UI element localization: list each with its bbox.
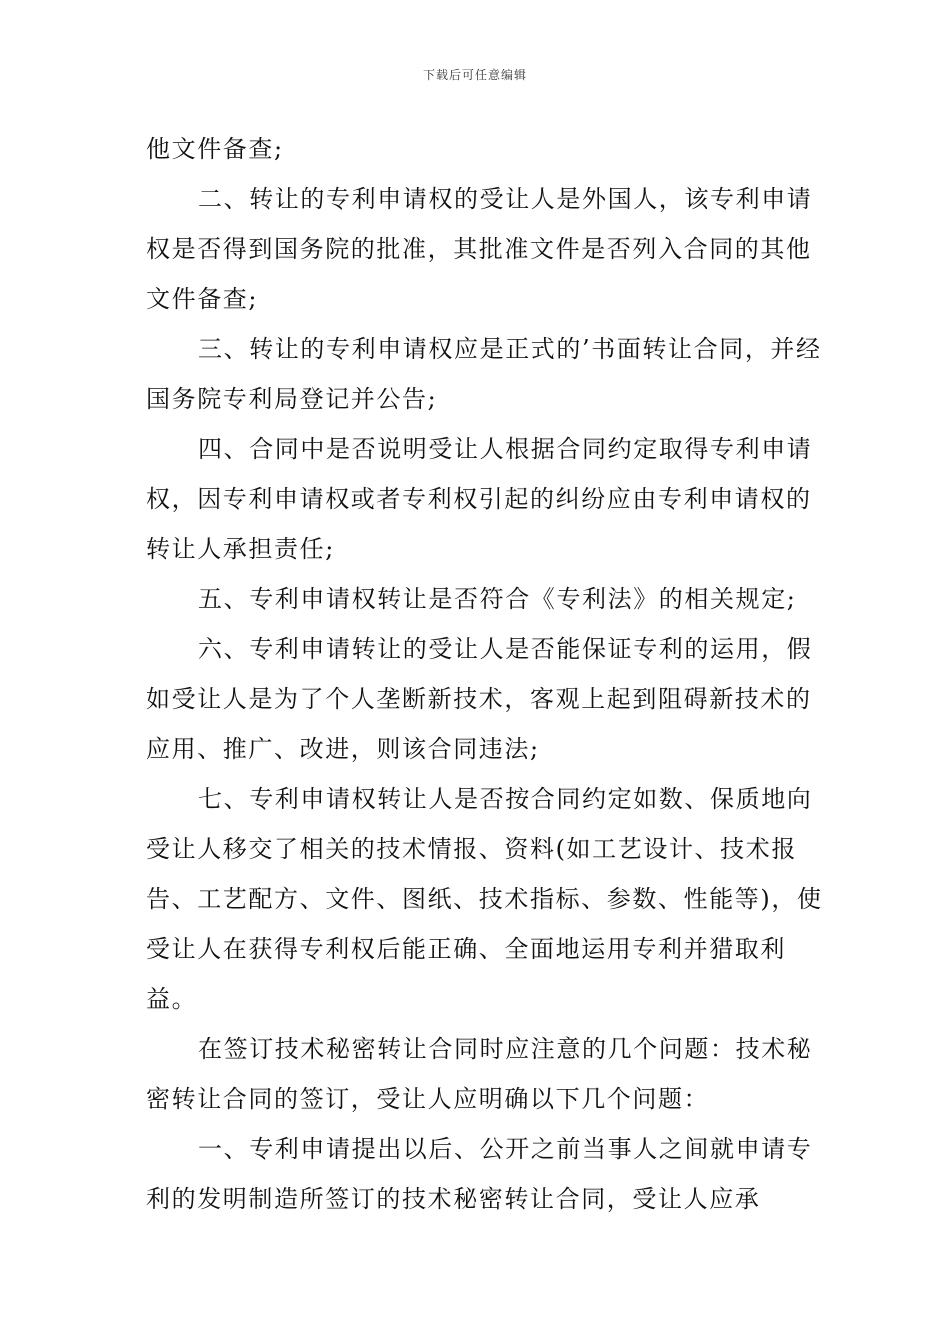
paragraph-item-1-technical-secret: 一、专利申请提出以后、公开之前当事人之间就申请专利的发明制造所签订的技术秘密转让合同，受让人应承 [146,1135,813,1213]
paragraph-item-6: 六、专利申请转让的受让人是否能保证专利的运用，假如受让人是为了个人垄断新技术，客观上起到阻碍新技术的应用、推广、改进，则该合同违法; [146,635,813,763]
paragraph-item-3: 三、转让的专利申请权应是正式的’书面转让合同，并经国务院专利局登记并公告; [146,335,822,413]
paragraph-intro-technical-secret: 在签订技术秘密转让合同时应注意的几个问题：技术秘密转让合同的签订，受让人应明确以下几个问题： [146,1035,813,1113]
paragraph-item-7: 七、专利申请权转让人是否按合同约定如数、保质地向受让人移交了相关的技术情报、资料(如工艺设计、技术报告、工艺配方、文件、图纸、技术指标、参数、性能等)，使受让人在获得专利权后能正确、全面地运用专利并猎取利益。 [146,785,823,1013]
document-body [146,124,826,1224]
paragraph-continuation: 他文件备查; [146,135,284,163]
paragraph-item-5: 五、专利申请权转让是否符合《专利法》的相关规定; [198,585,797,613]
paragraph-item-2: 二、转让的专利申请权的受让人是外国人，该专利申请权是否得到国务院的批准，其批准文件是否列入合同的其他文件备查; [146,185,813,313]
paragraph-item-4: 四、合同中是否说明受让人根据合同约定取得专利申请权，因专利申请权或者专利权引起的纠纷应由专利申请权的转让人承担责任; [146,435,813,563]
page-header: 下载后可任意编辑 [422,68,527,82]
